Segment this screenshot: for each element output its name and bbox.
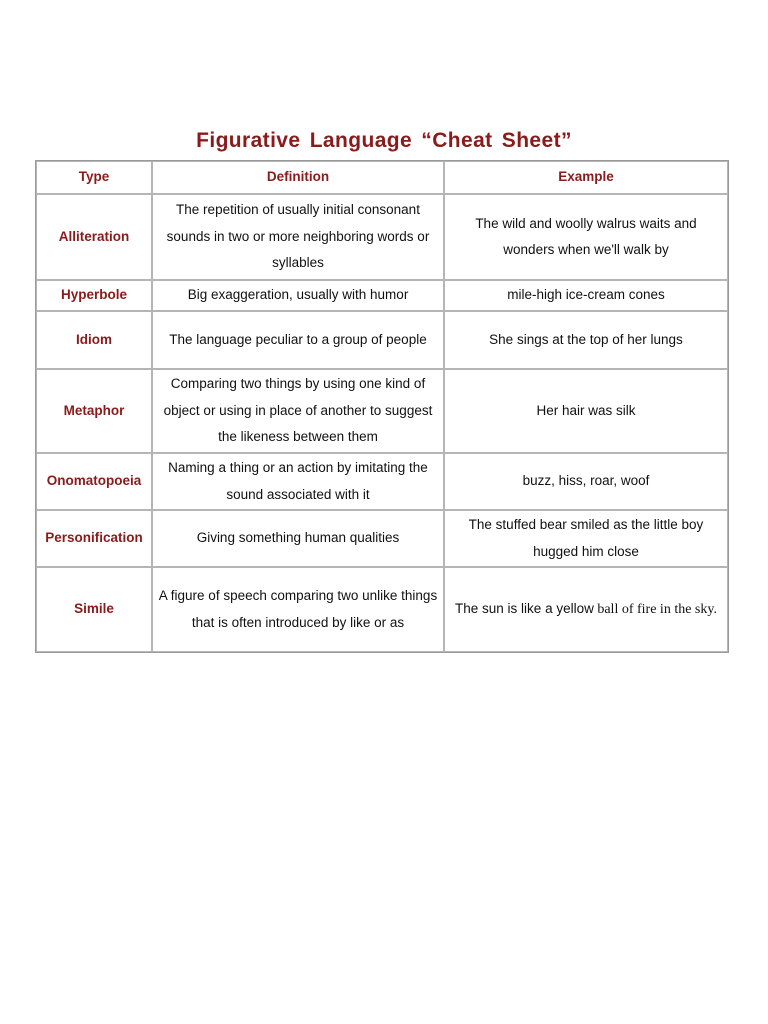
definition-cell: Giving something human qualities xyxy=(152,510,444,567)
example-cell: Her hair was silk xyxy=(444,369,728,453)
table-row xyxy=(36,567,728,652)
header-row xyxy=(36,161,728,194)
table-row xyxy=(36,453,728,510)
example-text: The sun is like a yellow xyxy=(455,600,594,616)
column-header-type: Type xyxy=(36,161,152,194)
definition-cell: Big exaggeration, usually with humor xyxy=(152,280,444,311)
example-text-serif: ball of fire in the sky. xyxy=(593,601,717,617)
example-cell: mile-high ice-cream cones xyxy=(444,280,728,311)
example-cell xyxy=(444,567,728,652)
definition-cell: The language peculiar to a group of people xyxy=(152,311,444,369)
type-cell: Alliteration xyxy=(36,194,152,280)
table-row xyxy=(36,194,728,280)
column-header-example: Example xyxy=(444,161,728,194)
type-cell: Metaphor xyxy=(36,369,152,453)
type-cell: Personification xyxy=(36,510,152,567)
table-row xyxy=(36,280,728,311)
definition-cell: Comparing two things by using one kind of object or using in place of another to suggest the likeness between them xyxy=(152,369,444,453)
definition-cell: A figure of speech comparing two unlike things that is often introduced by like or as xyxy=(152,567,444,652)
example-cell: buzz, hiss, roar, woof xyxy=(444,453,728,510)
example-cell: The stuffed bear smiled as the little boy hugged him close xyxy=(444,510,728,567)
type-cell: Idiom xyxy=(36,311,152,369)
column-header-definition: Definition xyxy=(152,161,444,194)
example-cell: She sings at the top of her lungs xyxy=(444,311,728,369)
table-row xyxy=(36,311,728,369)
cheat-sheet-table xyxy=(35,160,729,653)
definition-cell: Naming a thing or an action by imitating the sound associated with it xyxy=(152,453,444,510)
definition-cell: The repetition of usually initial consonant sounds in two or more neighboring words or syllables xyxy=(152,194,444,280)
type-cell: Hyperbole xyxy=(36,280,152,311)
type-cell: Simile xyxy=(36,567,152,652)
example-cell: The wild and woolly walrus waits and wonders when we'll walk by xyxy=(444,194,728,280)
table-row xyxy=(36,510,728,567)
page-title: Figurative Language “Cheat Sheet” xyxy=(196,129,572,152)
type-cell: Onomatopoeia xyxy=(36,453,152,510)
table-row xyxy=(36,369,728,453)
